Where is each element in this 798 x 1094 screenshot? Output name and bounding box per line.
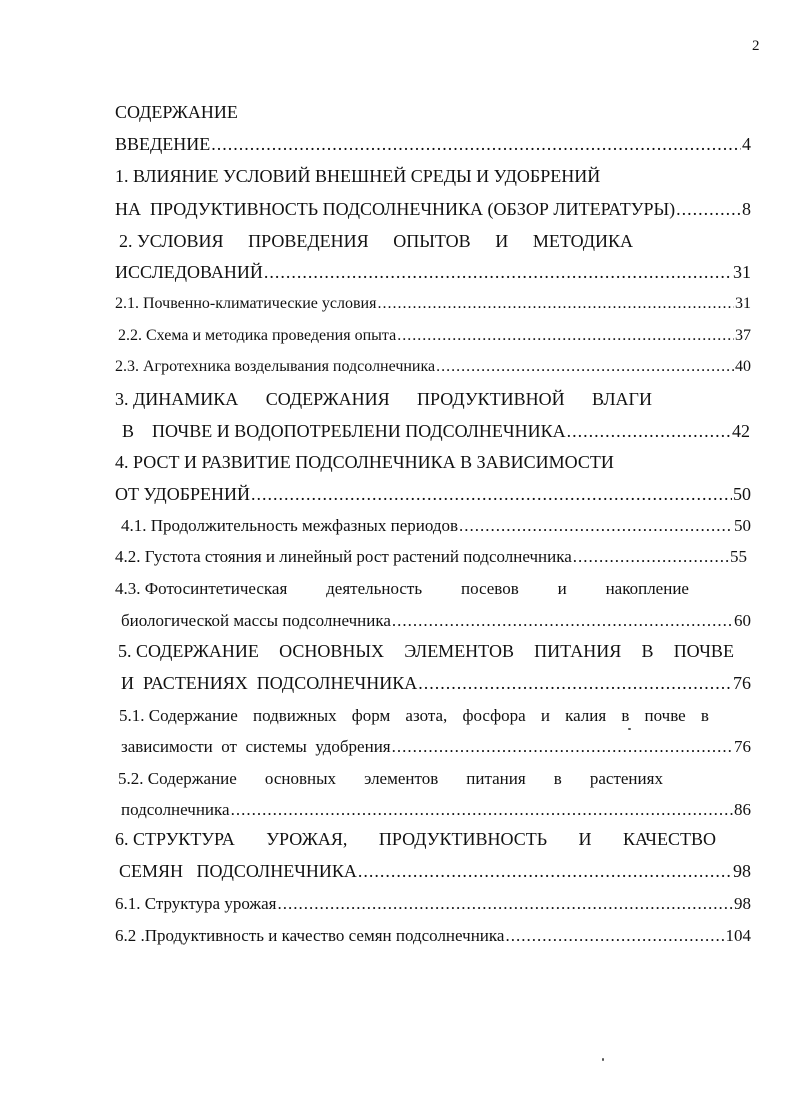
- toc-entry-section-4-1[interactable]: 4.1. Продолжительность межфазных периодов ..... 50: [121, 516, 751, 536]
- toc-entry-section-2-2[interactable]: 2.2. Схема и методика проведения опыта ..... 37: [118, 326, 751, 346]
- toc-entry-chapter-5-line-1[interactable]: 5. СОДЕРЖАНИЕ ОСНОВНЫХ ЭЛЕМЕНТОВ ПИТАНИЯ В ПОЧВЕ: [118, 641, 734, 661]
- toc-page-number: 4: [742, 134, 751, 154]
- toc-heading: СОДЕРЖАНИЕ: [115, 102, 238, 122]
- toc-page-number: 50: [733, 484, 751, 504]
- toc-entry-section-5-1-line-2[interactable]: зависимости от системы удобрения ..... 76: [121, 737, 751, 757]
- toc-entry-section-5-1-line-1[interactable]: 5.1. Содержание подвижных форм азота, фосфора и калия в почве в: [119, 706, 709, 725]
- toc-entry-section-4-3-line-2[interactable]: биологической массы подсолнечника ..... 60: [121, 611, 751, 631]
- toc-page-number: 37: [735, 327, 751, 344]
- toc-entry-chapter-3-line-2[interactable]: В ПОЧВЕ И ВОДОПОТРЕБЛЕНИ ПОДСОЛНЕЧНИКА ..... 42: [122, 421, 750, 441]
- toc-page-number: 42: [732, 421, 750, 441]
- toc-page-number: 31: [735, 295, 751, 312]
- toc-page-number: 50: [734, 516, 751, 535]
- toc-page-number: 8: [742, 199, 751, 219]
- toc-entry-section-5-2-line-1[interactable]: 5.2. Содержание основных элементов питания в растениях: [118, 769, 663, 788]
- toc-entry-section-2-1[interactable]: 2.1. Почвенно-климатические условия ..... 31: [115, 294, 751, 314]
- toc-entry-introduction[interactable]: ВВЕДЕНИЕ ..... 4: [115, 134, 751, 154]
- toc-page-number: 76: [734, 737, 751, 756]
- toc-entry-section-2-3[interactable]: 2.3. Агротехника возделывания подсолнечника ..... 40: [115, 357, 751, 377]
- toc-page-number: 98: [734, 894, 751, 913]
- toc-entry-chapter-3-line-1[interactable]: 3. ДИНАМИКА СОДЕРЖАНИЯ ПРОДУКТИВНОЙ ВЛАГИ: [115, 389, 652, 409]
- toc-page-number: 76: [733, 673, 751, 693]
- toc-entry-section-4-3-line-1[interactable]: 4.3. Фотосинтетическая деятельность посевов и накопление: [115, 579, 689, 598]
- toc-entry-chapter-1-line-2[interactable]: НА ПРОДУКТИВНОСТЬ ПОДСОЛНЕЧНИКА (ОБЗОР ЛИТЕРАТУРЫ) ..... 8: [115, 199, 751, 219]
- toc-page-number: 86: [734, 800, 751, 819]
- toc-entry-section-4-2[interactable]: 4.2. Густота стояния и линейный рост растений подсолнечника ..... 55: [115, 547, 747, 567]
- toc-entry-section-6-1[interactable]: 6.1. Структура урожая ..... 98: [115, 894, 751, 914]
- toc-entry-chapter-2-line-1[interactable]: 2. УСЛОВИЯ ПРОВЕДЕНИЯ ОПЫТОВ И МЕТОДИКА: [119, 231, 633, 251]
- toc-entry-section-6-2[interactable]: 6.2 .Продуктивность и качество семян подсолнечника ..... 104: [115, 926, 751, 946]
- scan-speck: [602, 1058, 604, 1061]
- toc-page-number: 104: [725, 926, 751, 945]
- toc-entry-chapter-6-line-1[interactable]: 6. СТРУКТУРА УРОЖАЯ, ПРОДУКТИВНОСТЬ И КАЧЕСТВО: [115, 829, 716, 849]
- toc-page-number: 31: [733, 262, 751, 282]
- page-number: 2: [752, 38, 760, 54]
- toc-entry-chapter-5-line-2[interactable]: И РАСТЕНИЯХ ПОДСОЛНЕЧНИКА ..... 76: [121, 673, 751, 693]
- toc-entry-chapter-6-line-2[interactable]: СЕМЯН ПОДСОЛНЕЧНИКА ..... 98: [119, 861, 751, 881]
- toc-entry-chapter-1-line-1[interactable]: 1. ВЛИЯНИЕ УСЛОВИЙ ВНЕШНЕЙ СРЕДЫ И УДОБРЕНИЙ: [115, 166, 601, 186]
- toc-page-number: 40: [735, 358, 751, 375]
- scan-speck: [628, 728, 631, 730]
- toc-entry-chapter-4-line-1[interactable]: 4. РОСТ И РАЗВИТИЕ ПОДСОЛНЕЧНИКА В ЗАВИСИМОСТИ: [115, 452, 614, 472]
- toc-page-number: 60: [734, 611, 751, 630]
- toc-entry-chapter-4-line-2[interactable]: ОТ УДОБРЕНИЙ ..... 50: [115, 484, 751, 504]
- toc-page-number: 98: [733, 861, 751, 881]
- toc-entry-section-5-2-line-2[interactable]: подсолнечника ..... 86: [121, 800, 751, 820]
- toc-page-number: 55: [730, 547, 747, 566]
- toc-entry-chapter-2-line-2[interactable]: ИССЛЕДОВАНИЙ ..... 31: [115, 262, 751, 282]
